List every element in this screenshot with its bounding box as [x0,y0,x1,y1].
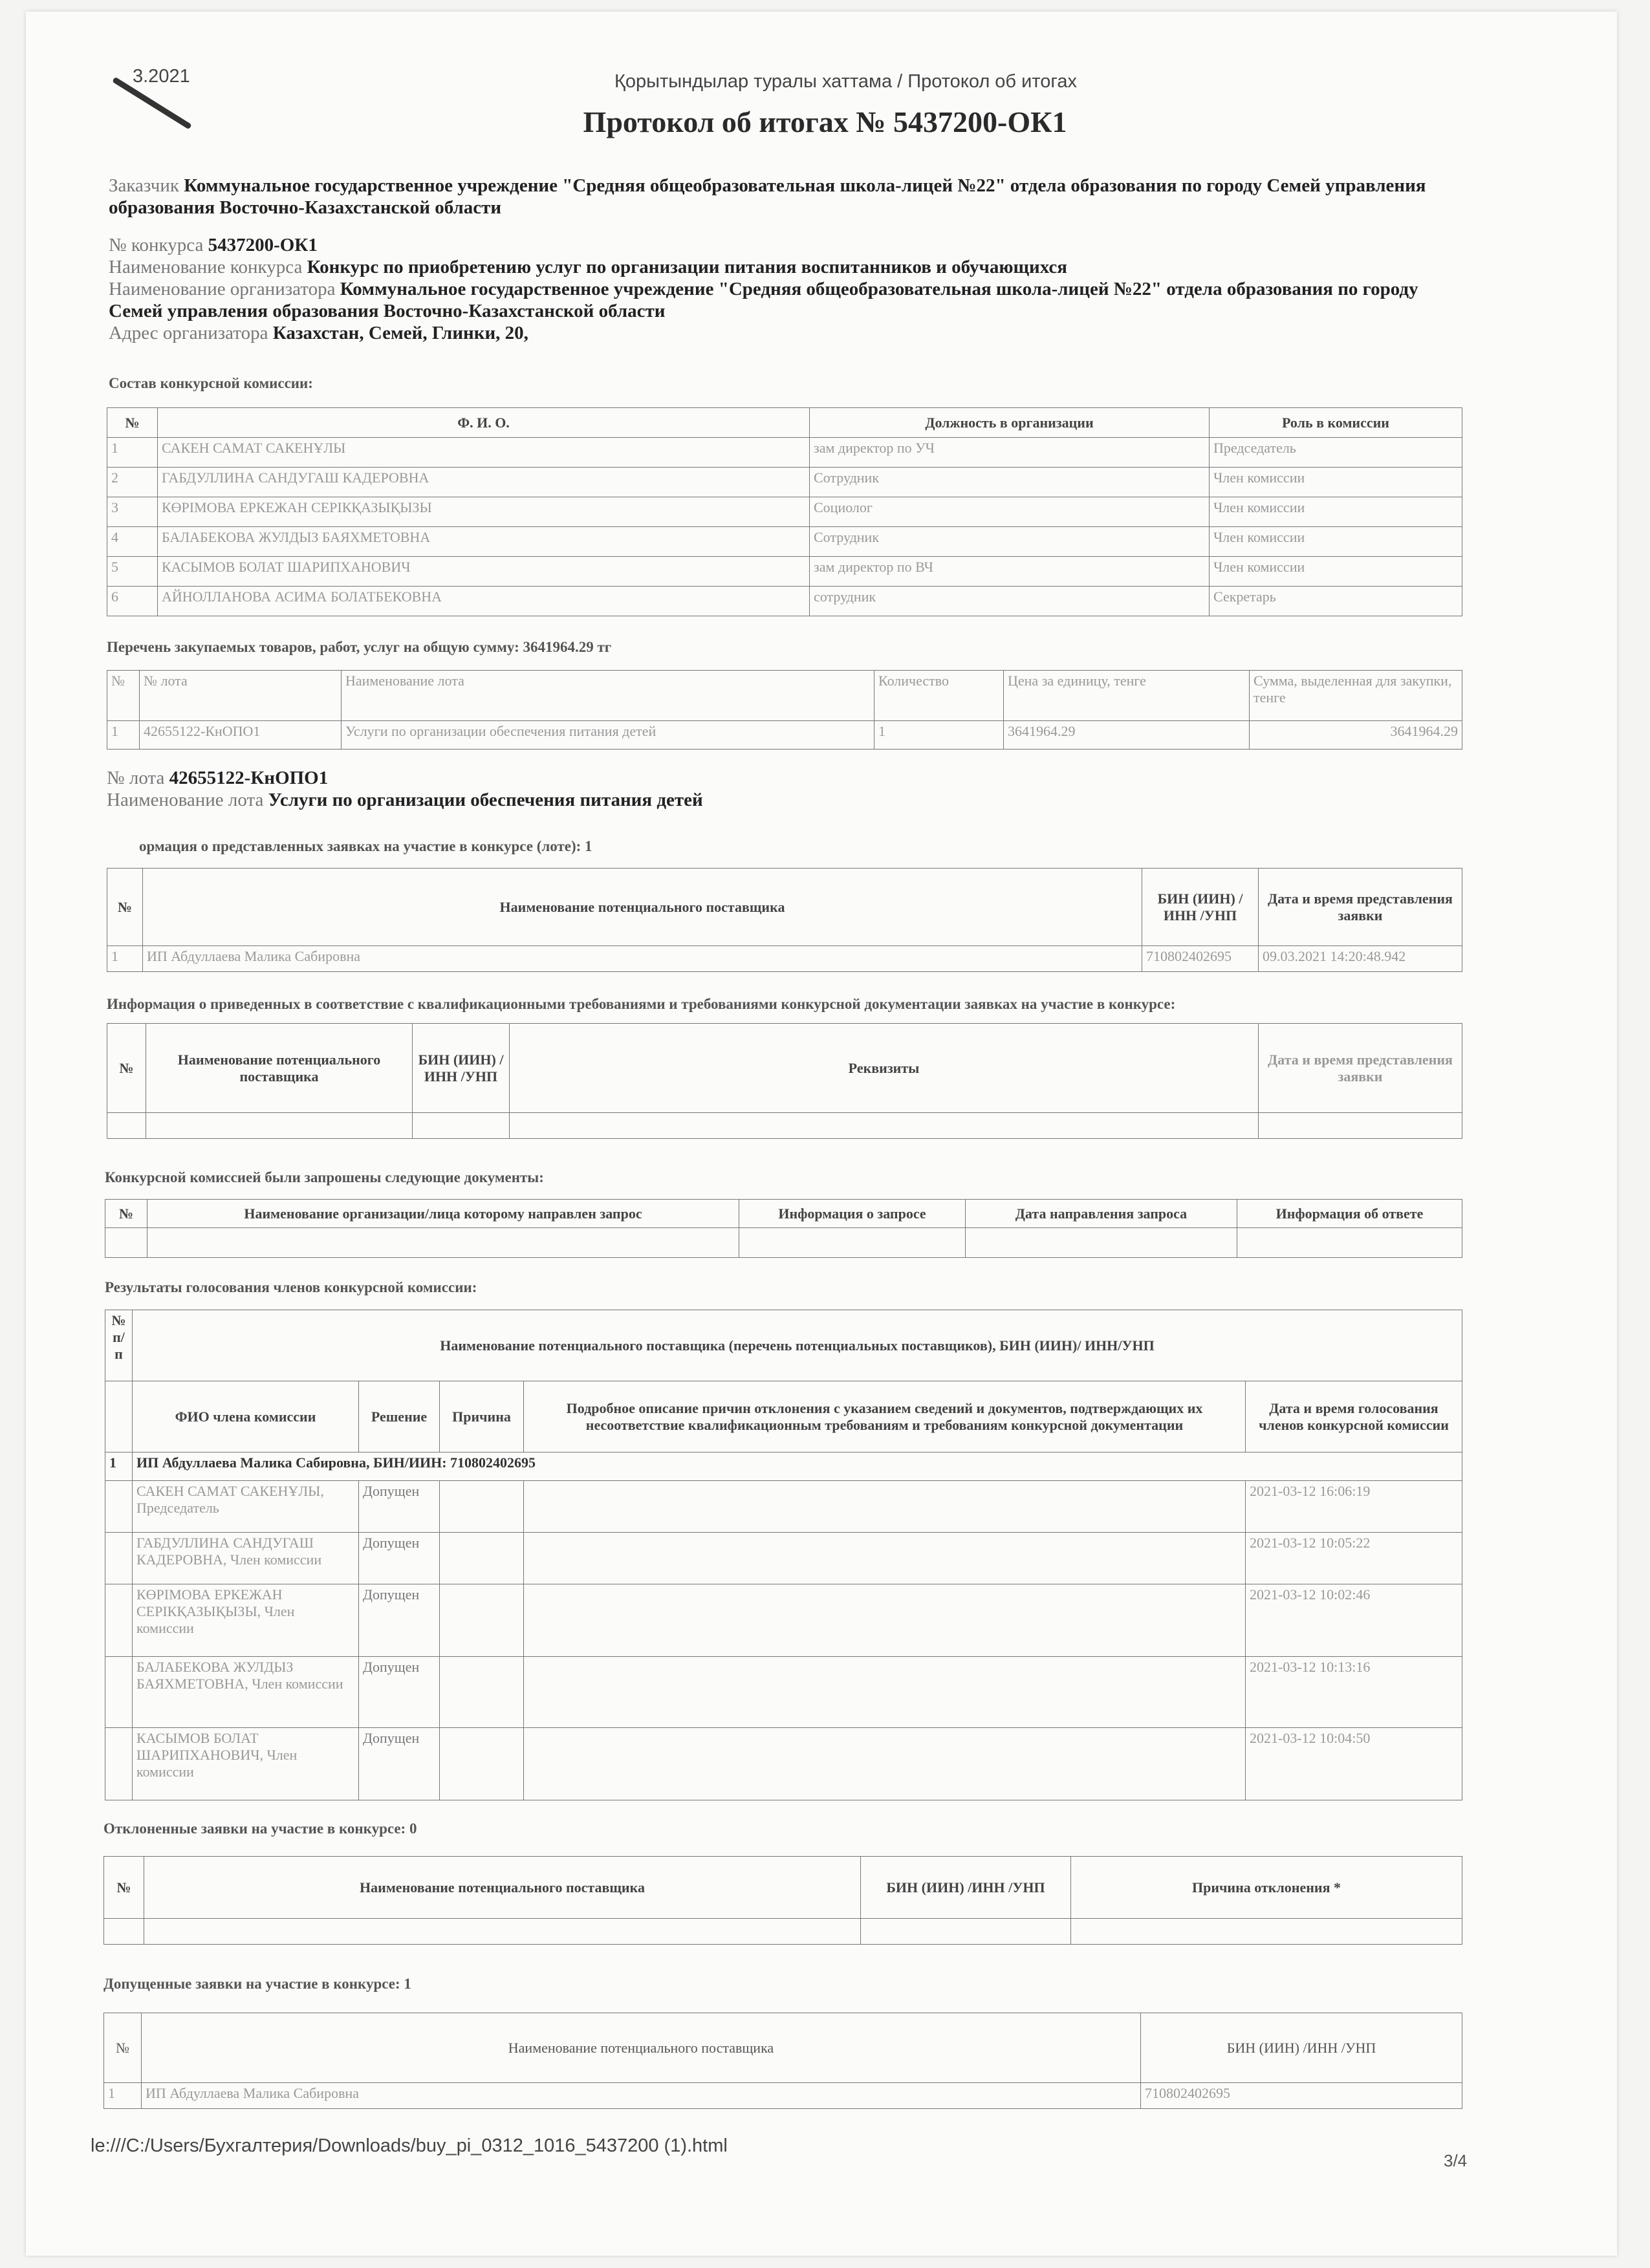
header-row [107,408,1462,438]
header-row [107,1024,1462,1113]
table-row [105,1481,1462,1533]
col-header: Должность в организации [810,408,1210,438]
col-header: Информация о запросе [739,1200,966,1228]
col-header: Наименование потенциального поставщика (перечень потенциальных поставщиков), БИН (ИИН)/ ИНН/УНП [133,1310,1462,1381]
header-row [105,1200,1462,1228]
table-row [107,438,1462,468]
col-header: БИН (ИИН) /ИНН /УНП [1142,869,1259,946]
table-cell [1237,1228,1462,1258]
field-value: 5437200-ОК1 [208,235,318,255]
col-header: БИН (ИИН) /ИНН /УНП [861,1857,1071,1919]
table-row [107,527,1462,557]
table-cell: Председатель [1210,438,1462,468]
admitted-table [103,2013,1462,2109]
table-cell: Допущен [359,1481,440,1533]
col-header: Количество [874,671,1004,721]
table-cell [144,1919,861,1945]
field-label: № конкурса [109,235,204,255]
col-header: Наименование потенциального поставщика [142,2013,1141,2083]
col-header: № [105,1200,147,1228]
col-header: Наименование организации/лица которому направлен запрос [147,1200,739,1228]
col-header: Роль в комиссии [1210,408,1462,438]
table-cell: САКЕН САМАТ САКЕНҰЛЫ, Председатель [133,1481,359,1533]
table-cell: 6 [107,587,158,616]
table-cell: 2021-03-12 10:05:22 [1246,1533,1462,1584]
table-cell [524,1728,1246,1800]
table-cell: 2021-03-12 16:06:19 [1246,1481,1462,1533]
col-header: Решение [359,1381,440,1453]
header-row [107,671,1462,721]
table-cell [524,1533,1246,1584]
table-row [105,1533,1462,1584]
table-row [105,1657,1462,1728]
col-header: ФИО члена комиссии [133,1381,359,1453]
col-header: № лота [140,671,342,721]
table-cell [510,1113,1259,1139]
table-cell: 2021-03-12 10:04:50 [1246,1728,1462,1800]
contest-number [109,234,1467,256]
field-value: Коммунальное государственное учреждение "Средняя общеобразовательная школа-лицей №22" отдела образования по городу Семей управления образования Восточно-Казахстанской области [109,175,1426,218]
col-header: № [104,1857,144,1919]
col-header: № [104,2013,142,2083]
table-row [107,557,1462,587]
col-header: Дата и время представления заявки [1259,1024,1462,1113]
table-cell: Член комиссии [1210,468,1462,497]
table-cell: 2 [107,468,158,497]
field-value: Услуги по организации обеспечения питания детей [268,790,703,810]
col-header: Наименование потенциального поставщика [146,1024,413,1113]
table-cell: 1 [107,721,140,750]
table-cell: Допущен [359,1728,440,1800]
table-cell [105,1381,133,1453]
table-cell: 710802402695 [1141,2083,1462,2109]
table-cell [105,1584,133,1657]
table-cell: 1 [104,2083,142,2109]
table-cell [1259,1113,1462,1139]
table-cell [105,1481,133,1533]
table-cell [440,1728,524,1800]
applications-table [107,868,1462,972]
header-row [105,1381,1462,1453]
table-cell [861,1919,1071,1945]
lot-name [107,789,703,811]
table-cell [104,1919,144,1945]
table-cell [105,1728,133,1800]
organizer-address [109,322,1467,344]
table-cell: 3641964.29 [1004,721,1250,750]
requests-table [105,1199,1462,1258]
admitted-heading: Допущенные заявки на участие в конкурсе: 1 [103,1976,411,1992]
table-cell [1071,1919,1462,1945]
col-header: Причина [440,1381,524,1453]
table-cell: КАСЫМОВ БОЛАТ ШАРИПХАНОВИЧ, Член комиссии [133,1728,359,1800]
page-title: Протокол об итогах № 5437200-ОК1 [583,105,1067,138]
table-cell: Социолог [810,497,1210,527]
commission-heading: Состав конкурсной комиссии: [109,375,313,391]
table-cell: 3 [107,497,158,527]
table-cell [966,1228,1237,1258]
table-cell: 2021-03-12 10:02:46 [1246,1584,1462,1657]
table-cell [524,1584,1246,1657]
col-header: Дата и время представления заявки [1259,869,1462,946]
header-row [107,869,1462,946]
table-cell [105,1533,133,1584]
table-cell: 3641964.29 [1250,721,1462,750]
col-header: Ф. И. О. [158,408,810,438]
table-cell: БАЛАБЕКОВА ЖУЛДЫЗ БАЯХМЕТОВНА, Член комиссии [133,1657,359,1728]
file-url: le:///C:/Users/Бухгалтерия/Downloads/buy_pi_0312_1016_5437200 (1).html [91,2135,728,2156]
table-cell [146,1113,413,1139]
rejected-heading: Отклоненные заявки на участие в конкурсе: 0 [103,1820,417,1837]
table-row [107,497,1462,527]
col-header: Цена за единицу, тенге [1004,671,1250,721]
table-cell: 5 [107,557,158,587]
table-row [105,1728,1462,1800]
table-cell [105,1228,147,1258]
page-number: 3/4 [1444,2151,1468,2170]
col-header: № п/п [105,1310,133,1381]
table-row [104,1919,1462,1945]
brought-table [107,1023,1462,1139]
table-cell: КӨРІМОВА ЕРКЕЖАН СЕРІКҚАЗЫҚЫЗЫ, Член комиссии [133,1584,359,1657]
field-label: Адрес организатора [109,323,268,343]
supplier-row [105,1453,1462,1481]
field-value: 42655122-КнОПО1 [169,768,329,788]
col-header: Причина отклонения * [1071,1857,1462,1919]
col-header: БИН (ИИН) /ИНН /УНП [1141,2013,1462,2083]
field-label: Наименование конкурса [109,257,303,277]
rejected-table [103,1856,1462,1945]
table-cell: ГАБДУЛЛИНА САНДУГАШ КАДЕРОВНА, Член комиссии [133,1533,359,1584]
voting-heading: Результаты голосования членов конкурсной комиссии: [105,1279,477,1295]
table-cell: КӨРІМОВА ЕРКЕЖАН СЕРІКҚАЗЫҚЫЗЫ [158,497,810,527]
table-cell: 4 [107,527,158,557]
table-cell [440,1584,524,1657]
table-cell: БАЛАБЕКОВА ЖУЛДЫЗ БАЯХМЕТОВНА [158,527,810,557]
header-row [104,2013,1462,2083]
table-cell: ИП Абдуллаева Малика Сабировна [142,2083,1141,2109]
table-cell: 42655122-КнОПО1 [140,721,342,750]
header-row [105,1310,1462,1381]
table-cell: Член комиссии [1210,557,1462,587]
table-cell: Допущен [359,1657,440,1728]
field-label: Наименование лота [107,790,264,810]
table-cell: ГАБДУЛЛИНА САНДУГАШ КАДЕРОВНА [158,468,810,497]
table-cell: Допущен [359,1533,440,1584]
table-cell: Член комиссии [1210,497,1462,527]
table-cell: 1 [107,438,158,468]
voting-table [105,1310,1462,1800]
col-header: Информация об ответе [1237,1200,1462,1228]
table-cell [524,1481,1246,1533]
brought-heading: Информация о приведенных в соответствие с квалификационными требованиями и требованиями конкурсной документации заявках на участие в конкурсе: [107,996,1176,1012]
table-cell: АЙНОЛЛАНОВА АСИМА БОЛАТБЕКОВНА [158,587,810,616]
table-row [105,1228,1462,1258]
table-cell: Допущен [359,1584,440,1657]
table-cell: сотрудник [810,587,1210,616]
lot-number [107,767,328,789]
col-header: № [107,671,140,721]
col-header: Дата и время голосования членов конкурсной комиссии [1246,1381,1462,1453]
table-cell [413,1113,510,1139]
field-value: Конкурс по приобретению услуг по организации питания воспитанников и обучающихся [307,257,1067,277]
applications-heading: ормация о представленных заявках на участие в конкурсе (лоте): 1 [139,838,592,854]
table-cell: зам директор по ВЧ [810,557,1210,587]
table-cell: Сотрудник [810,468,1210,497]
field-label: Заказчик [109,175,179,196]
table-cell: ИП Абдуллаева Малика Сабировна, БИН/ИИН: 710802402695 [133,1453,1462,1481]
customer-info [109,175,1467,219]
table-row [107,1113,1462,1139]
table-cell [440,1481,524,1533]
field-label: № лота [107,768,165,788]
col-header: Реквизиты [510,1024,1259,1113]
contest-name [109,256,1467,278]
table-cell: 1 [874,721,1004,750]
col-header: Наименование потенциального поставщика [144,1857,861,1919]
table-cell: 09.03.2021 14:20:48.942 [1259,946,1462,972]
table-cell [440,1533,524,1584]
header-row [104,1857,1462,1919]
col-header: № [107,1024,146,1113]
table-row [104,2083,1462,2109]
goods-heading: Перечень закупаемых товаров, работ, услуг на общую сумму: 3641964.29 тг [107,639,612,655]
table-cell: Член комиссии [1210,527,1462,557]
table-cell: САКЕН САМАТ САКЕНҰЛЫ [158,438,810,468]
field-value: Коммунальное государственное учреждение "Средняя общеобразовательная школа-лицей №22" отдела образования по городу Семей управления образования Восточно-Казахстанской области [109,279,1418,321]
table-row [107,946,1462,972]
table-cell [739,1228,966,1258]
table-cell: Секретарь [1210,587,1462,616]
table-cell: КАСЫМОВ БОЛАТ ШАРИПХАНОВИЧ [158,557,810,587]
table-cell: зам директор по УЧ [810,438,1210,468]
table-cell: ИП Абдуллаева Малика Сабировна [143,946,1142,972]
col-header: Наименование потенциального поставщика [143,869,1142,946]
col-header: № [107,869,143,946]
table-cell: 1 [105,1453,133,1481]
print-header-title: Қорытындылар туралы хаттама / Протокол об итогах [614,71,1077,92]
field-label: Наименование организатора [109,279,336,299]
table-cell [107,1113,146,1139]
goods-table [107,670,1462,750]
table-cell [105,1657,133,1728]
table-row [105,1584,1462,1657]
col-header: № [107,408,158,438]
table-cell: 1 [107,946,143,972]
table-cell: 710802402695 [1142,946,1259,972]
organizer-info [109,278,1467,322]
table-cell [440,1657,524,1728]
table-row [107,468,1462,497]
table-cell: Сотрудник [810,527,1210,557]
commission-table [107,407,1462,616]
col-header: Подробное описание причин отклонения с указанием сведений и документов, подтверждающих их несоответствие квалификационным требованиям и требованиям конкурсной документации [524,1381,1246,1453]
table-cell: 2021-03-12 10:13:16 [1246,1657,1462,1728]
requests-heading: Конкурсной комиссией были запрошены следующие документы: [105,1169,544,1185]
col-header: Дата направления запроса [966,1200,1237,1228]
col-header: Сумма, выделенная для закупки, тенге [1250,671,1462,721]
col-header: БИН (ИИН) /ИНН /УНП [413,1024,510,1113]
table-cell [147,1228,739,1258]
table-cell [524,1657,1246,1728]
col-header: Наименование лота [342,671,874,721]
field-value: Казахстан, Семей, Глинки, 20, [272,323,528,343]
table-cell: Услуги по организации обеспечения питания детей [342,721,874,750]
print-date: 3.2021 [133,66,190,87]
table-row [107,721,1462,750]
table-row [107,587,1462,616]
